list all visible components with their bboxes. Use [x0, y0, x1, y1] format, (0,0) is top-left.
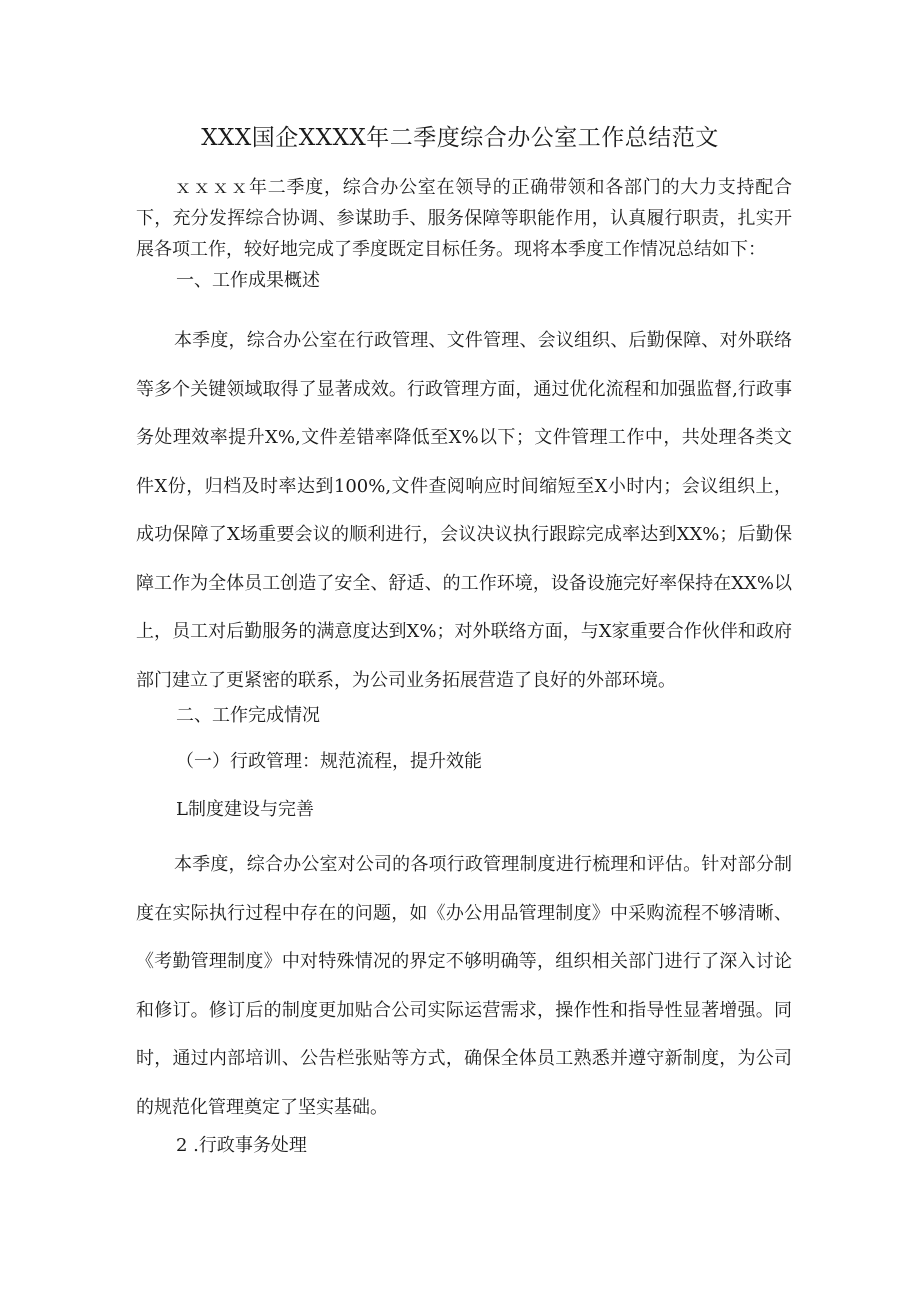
item-2-heading: 2 .行政事务处理	[176, 1135, 307, 1156]
intro-paragraph: ｘｘｘｘ年二季度，综合办公室在领导的正确带领和各部门的大力支持配合下，充分发挥综合协调、参谋助手、服务保障等职能作用，认真履行职责，扎实开展各项工作，较好地完成了季度既定目标任务。现将本季度工作情况总结如下：	[136, 177, 792, 260]
document-title: XXX国企XXXX年二季度综合办公室工作总结范文	[201, 125, 719, 151]
section-1-paragraph: 本季度，综合办公室在行政管理、文件管理、会议组织、后勤保障、对外联络等多个关键领域取得了显著成效。行政管理方面，通过优化流程和加强监督,行政事务处理效率提升X%,文件差错率降低至X%以下；文件管理工作中，共处理各类文件X份，归档及时率达到100%,文件查阅响应时间缩短至X小时内；会议组织上，成功保障了X场重要会议的顺利进行，会议决议执行跟踪完成率达到XX%；后勤保障工作为全体员工创造了安全、舒适、的工作环境，设备设施完好率保持在XX%以上，员工对后勤服务的满意度达到X%；对外联络方面，与X家重要合作伙伴和政府部门建立了更紧密的联系，为公司业务拓展营造了良好的外部环境。	[136, 330, 792, 691]
subsection-1-heading: （一）行政管理：规范流程，提升效能	[176, 751, 482, 772]
section-1-heading: 一、工作成果概述	[176, 270, 320, 291]
section-2-heading: 二、工作完成情况	[176, 705, 320, 726]
item-1-paragraph: 本季度，综合办公室对公司的各项行政管理制度进行梳理和评估。针对部分制度在实际执行过程中存在的问题，如《办公用品管理制度》中采购流程不够清晰、《考勤管理制度》中对特殊情况的界定不够明确等，组织相关部门进行了深入讨论和修订。修订后的制度更加贴合公司实际运营需求，操作性和指导性显著增强。同时，通过内部培训、公告栏张贴等方式，确保全体员工熟悉并遵守新制度，为公司的规范化管理奠定了坚实基础。	[136, 854, 792, 1118]
item-1-heading: L制度建设与完善	[176, 799, 314, 820]
